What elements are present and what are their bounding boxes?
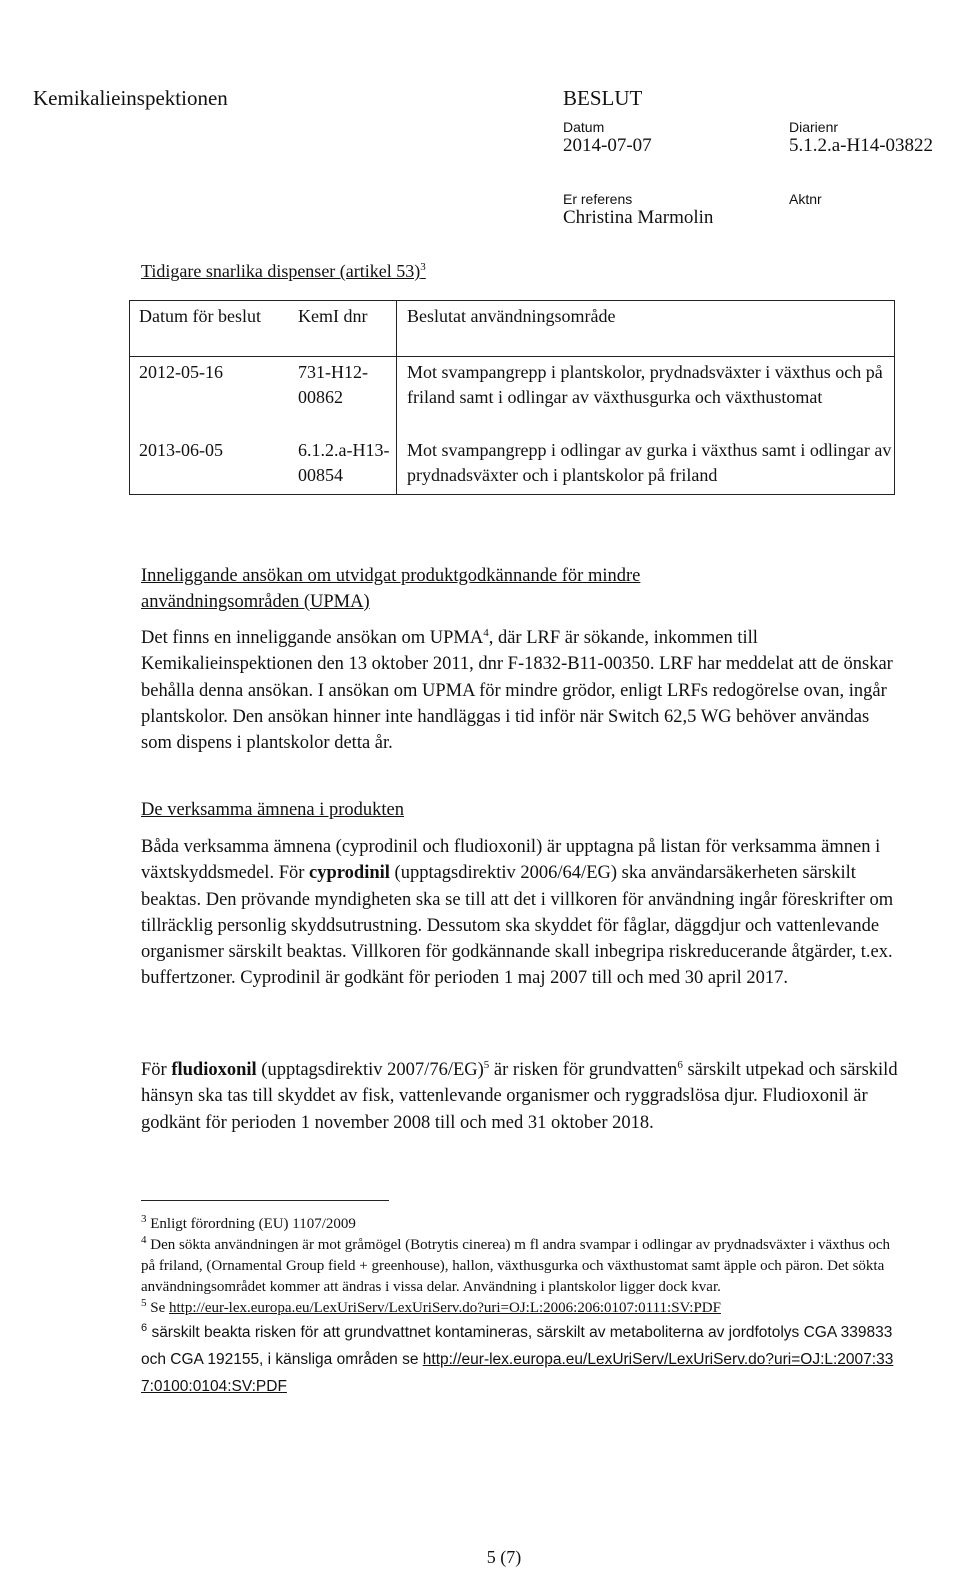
diarienr-label: Diarienr — [789, 119, 839, 135]
text-span: särskilt utpekad och särskild hänsyn ska tas till skyddet av fisk, vattenlevande organismer och ryggradslösa djur. Fludioxonil är godkänt för perioden 1 november 2008 till och med 31 oktober 2018. — [141, 1060, 898, 1133]
diarienr-value: 5.1.2.a-H14-03822 — [789, 135, 934, 156]
table-cell-date: 2013-06-05 — [139, 440, 223, 460]
aktnr-label: Aktnr — [789, 191, 822, 207]
upma-paragraph — [141, 625, 901, 756]
document-type: BESLUT — [563, 86, 643, 110]
footnote-5 — [141, 1298, 901, 1319]
footnote-text: Den sökta användningen är mot gråmögel (Botrytis cinerea) m fl andra svampar i odlingar av prydnadsväxter i växthus och på friland, (Ornamental Group field + greenhouse), hallon, växthusgurka och växthustomat samt äpple och päron. Det sökta användningsområdet kommer att ändras i vissa delar. Användning i plantskolor ligger dock kvar. — [141, 1237, 891, 1295]
table-row — [130, 357, 895, 439]
section-title-active-substances: De verksamma ämnena i produkten — [141, 800, 405, 820]
table-header-cell: Datum för beslut — [139, 306, 261, 326]
table-cell-dnr: 731-H12-00862 — [289, 357, 397, 439]
page-number: 5 (7) — [486, 1547, 522, 1567]
bold-fludioxonil: fludioxonil — [171, 1060, 257, 1080]
footnote-number: 3 — [141, 1213, 147, 1225]
text-span: Båda verksamma ämnena (cyprodinil och fludioxonil) är upptagna på listan för verksamma ämnen i växtskyddsmedel. För — [141, 837, 881, 884]
table-row — [130, 438, 895, 495]
text-span: , där LRF är sökande, inkommen till Kemikalieinspektionen den 13 oktober 2011, dnr F-1832-B11-00350. LRF har meddelat att de önskar behålla denna ansökan. I ansökan om UPMA för mindre grödor, enligt LRFs redogörelse ovan, ingår plantskolor. Den ansökan hinner inte handläggas i tid inför när Switch 62,5 WG behöver användas som dispens i plantskolor detta år. — [141, 628, 893, 754]
er-referens-value: Christina Marmolin — [563, 207, 714, 228]
footnote-text: Enligt förordning (EU) 1107/2009 — [150, 1216, 356, 1232]
er-referens-label: Er referens — [563, 191, 633, 207]
footnote-ref-5: 5 — [483, 1058, 490, 1071]
cyprodinil-paragraph — [141, 834, 901, 992]
footnote-text: särskilt beakta risken för att grundvattnet kontamineras, särskilt av metaboliterna av jordfotolys CGA 339833 och CGA 192155, i känsliga områden se — [141, 1324, 893, 1368]
text-span: För — [141, 1060, 172, 1080]
footnotes-block — [141, 1214, 901, 1400]
table-cell-dnr: 6.1.2.a-H13-00854 — [298, 440, 390, 485]
table-cell-use: Mot svampangrepp i odlingar av gurka i växthus samt i odlingar av prydnadsväxter och i plantskolor på friland — [397, 438, 895, 495]
footnote-5-link[interactable]: http://eur-lex.europa.eu/LexUriServ/LexUriServ.do?uri=OJ:L:2006:206:0107:0111:SV:PDF — [169, 1300, 721, 1316]
section-title-previous-dispensations — [141, 261, 426, 282]
footnote-number: 4 — [141, 1234, 147, 1246]
text-span: (upptagsdirektiv 2007/76/EG) — [256, 1060, 484, 1080]
footnote-ref-6: 6 — [677, 1058, 683, 1071]
text-span: (upptagsdirektiv 2006/64/EG) ska användarsäkerheten särskilt beaktas. Den prövande myndigheten ska se till att det i villkoren för användning ingår föreskrifter om tillräcklig personlig skyddsutrustning. Dessutom ska skyddet för fåglar, däggdjur och vattenlevande organismer särskilt beaktas. Villkoren för godkännande skall inbegripa riskreducerande åtgärder, t.ex. buffertzoner. Cyprodinil är godkänt för perioden 1 maj 2007 till och med 30 april 2017. — [141, 863, 894, 989]
footnote-6-link[interactable]: http://eur-lex.europa.eu/LexUriServ/LexUriServ.do?uri=OJ:L:2007:337:0100:0104:SV:PDF — [141, 1351, 894, 1395]
fludioxonil-paragraph — [141, 1057, 901, 1136]
text-span: Det finns en inneliggande ansökan om UPMA — [141, 628, 484, 648]
footnote-6 — [141, 1319, 901, 1400]
table-header-cell: Beslutat användningsområde — [397, 301, 895, 357]
table-header-cell: KemI dnr — [298, 306, 368, 326]
organization-name: Kemikalieinspektionen — [33, 86, 228, 110]
section-title-upma: Inneliggande ansökan om utvidgat produktgodkännande för mindre användningsområden (UPMA) — [141, 566, 641, 612]
datum-label: Datum — [563, 119, 605, 135]
datum-value: 2014-07-07 — [563, 135, 652, 156]
footnote-number: 6 — [141, 1321, 148, 1334]
table-cell-use: Mot svampangrepp i plantskolor, prydnadsväxter i växthus och på friland samt i odlingar av växthusgurka och växthustomat — [397, 357, 895, 439]
footnote-divider — [141, 1200, 389, 1201]
table-header-row — [130, 301, 895, 357]
footnote-ref-3: 3 — [420, 261, 426, 273]
dispensations-table — [129, 300, 895, 495]
text-span: är risken för grundvatten — [489, 1060, 678, 1080]
footnote-3 — [141, 1214, 901, 1235]
section-title-text: Tidigare snarlika dispenser (artikel 53) — [141, 261, 421, 281]
footnote-4 — [141, 1235, 901, 1298]
footnote-text: Se — [150, 1300, 169, 1316]
footnote-ref-4: 4 — [483, 626, 489, 639]
bold-cyprodinil: cyprodinil — [309, 863, 390, 884]
table-cell-date: 2012-05-16 — [130, 357, 290, 439]
footnote-number: 5 — [141, 1297, 147, 1309]
